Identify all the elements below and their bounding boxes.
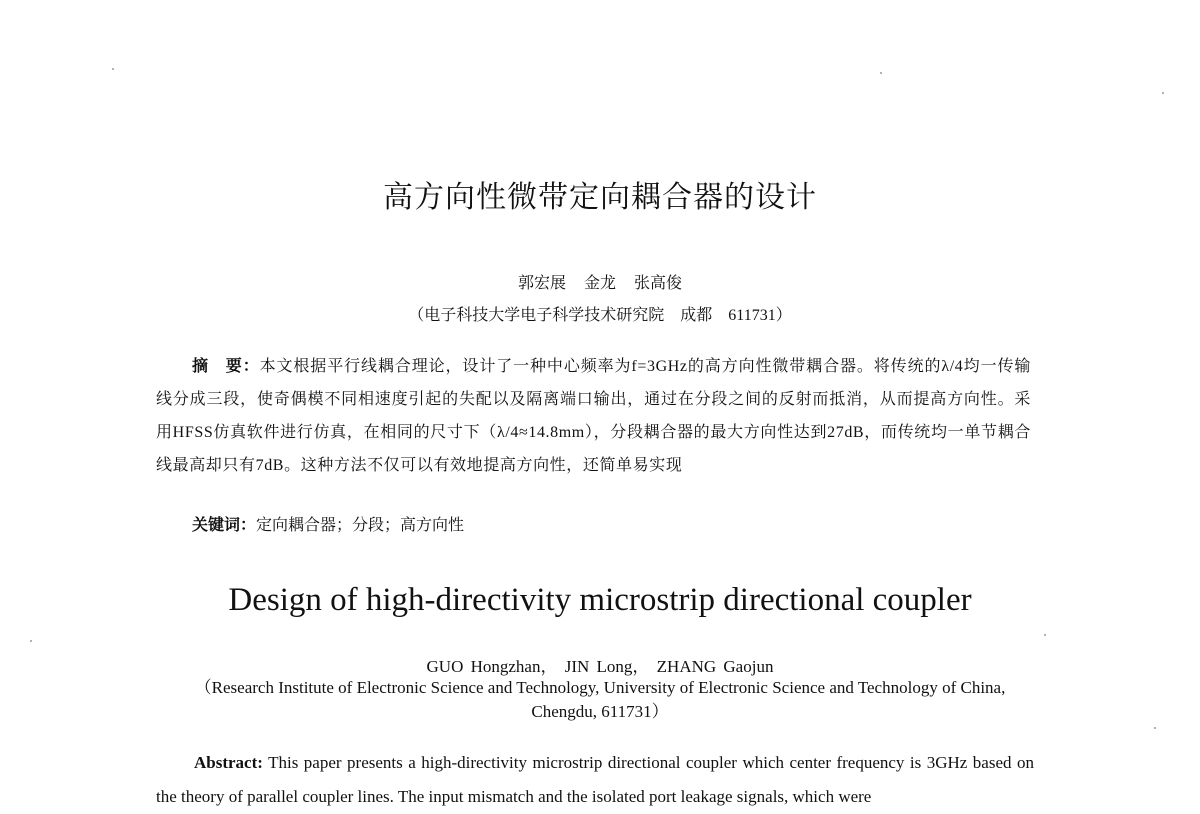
- scan-speck: [112, 68, 114, 70]
- scan-speck: [1044, 634, 1046, 636]
- scan-speck: [880, 72, 882, 74]
- english-affiliation: （Research Institute of Electronic Science and Technology, University of Electronic Science and Technology of China, Chengdu, 611731）: [194, 678, 1006, 721]
- chinese-title: 高方向性微带定向耦合器的设计: [383, 180, 817, 215]
- english-abstract: [156, 746, 1034, 814]
- chinese-abstract-text: 本文根据平行线耦合理论，设计了一种中心频率为f=3GHz的高方向性微带耦合器。将传统的λ/4均一传输线分成三段，使奇偶模不同相速度引起的失配以及隔离端口输出，通过在分段之间的反射而抵消，从而提高方向性。采用HFSS仿真软件进行仿真，在相同的尺寸下（λ/4≈14.8mm），分段耦合器的最大方向性达到27dB，而传统均一单节耦合线最高却只有7dB。这种方法不仅可以有效地提高方向性，还简单易实现: [156, 358, 1031, 474]
- english-title: Design of high-directivity microstrip directional coupler: [228, 582, 972, 618]
- chinese-keywords: [192, 512, 992, 535]
- scan-speck: [30, 640, 32, 642]
- english-authors: GUO Hongzhan， JIN Long， ZHANG Gaojun: [426, 657, 774, 676]
- english-abstract-text: This paper presents a high-directivity microstrip directional coupler which center frequency is 3GHz based on the theory of parallel coupler lines. The input mismatch and the isolated port leakage signals, which were: [156, 753, 1034, 806]
- scan-speck: [1154, 727, 1156, 729]
- chinese-abstract-label: 摘 要：: [192, 358, 260, 375]
- chinese-keywords-text: 定向耦合器；分段；高方向性: [256, 517, 465, 534]
- chinese-affiliation: （电子科技大学电子科学技术研究院 成都 611731）: [408, 307, 792, 324]
- scan-speck: [1162, 92, 1164, 94]
- chinese-keywords-label: 关键词：: [192, 517, 257, 534]
- chinese-abstract: [156, 350, 1031, 482]
- chinese-authors: 郭宏展 金龙 张高俊: [517, 275, 682, 292]
- english-abstract-label: Abstract:: [194, 753, 263, 772]
